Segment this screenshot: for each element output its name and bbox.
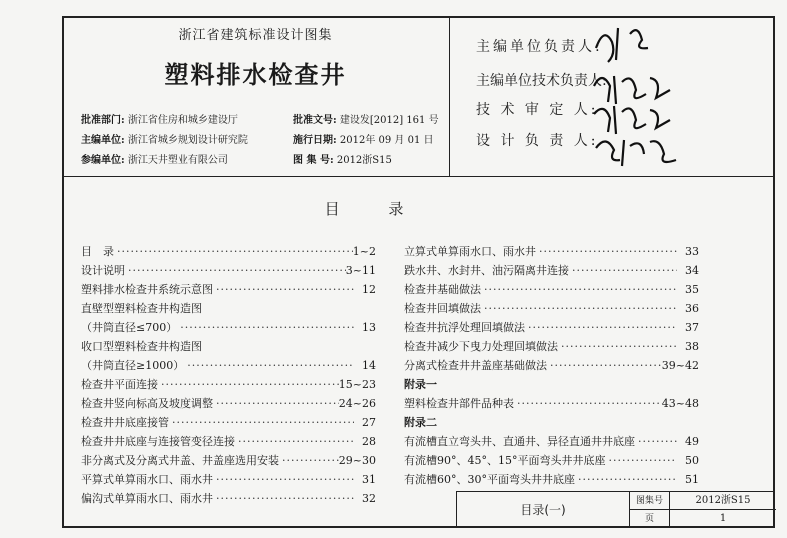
- toc-entry-page: 37: [685, 321, 699, 334]
- toc-entry: [404, 337, 699, 356]
- toc-entry-page: 31: [362, 473, 376, 486]
- toc-entry: [404, 356, 699, 375]
- participant-unit: [81, 151, 228, 166]
- effective-date-value: 2012年 09 月 01 日: [339, 135, 434, 146]
- series-title: 浙江省建筑标准设计图集: [178, 28, 333, 43]
- approval-dept: [81, 111, 238, 126]
- toc-entry: [81, 280, 376, 299]
- toc-entry: [81, 299, 376, 318]
- toc-entry-title: 附录二: [404, 416, 437, 429]
- toc-entry-page: 29~30: [338, 454, 376, 467]
- toc-entry-title: 检查井基础做法: [404, 283, 481, 296]
- toc-entry-title: 检查井井底座接管: [81, 416, 169, 429]
- approval-number: [293, 111, 439, 126]
- toc-entry-title: 塑料排水检查井系统示意图: [81, 283, 213, 296]
- toc-entry: [81, 451, 376, 470]
- toc-entry-title: 有流槽直立弯头井、直通井、异径直通井井底座: [404, 435, 635, 448]
- toc-entry-title: 检查井竖向标高及坡度调整: [81, 397, 213, 410]
- atlas-label: 图集号: [630, 492, 670, 510]
- toc-entry-page: 43~48: [661, 397, 699, 410]
- toc-entry-page: 28: [362, 435, 376, 448]
- toc-entry-page: 39~42: [661, 359, 699, 372]
- toc-entry-page: 35: [685, 283, 699, 296]
- effective-date-label: 施行日期:: [293, 135, 337, 146]
- toc-leader-dots: [177, 318, 354, 337]
- page-label: 页: [630, 510, 670, 528]
- toc-entry-page: 49: [685, 435, 699, 448]
- toc-entry: [81, 375, 376, 394]
- toc-entry-title: 检查井井底座与连接管变径连接: [81, 435, 235, 448]
- toc-entry-title: 平算式单算雨水口、雨水井: [81, 473, 213, 486]
- toc-title: 目 录: [324, 200, 426, 218]
- toc-entry-title: 分离式检查井井盖座基础做法: [404, 359, 547, 372]
- tech-head-row: [476, 70, 607, 90]
- toc-entry-page: 12: [362, 283, 376, 296]
- toc-entry: [404, 280, 699, 299]
- toc-leader-dots: [279, 451, 339, 470]
- toc-entry-title: 立算式单算雨水口、雨水井: [404, 245, 536, 258]
- toc-leader-dots: [213, 280, 354, 299]
- atlas-number-label: 图 集 号:: [293, 155, 334, 166]
- toc-leader-dots: [213, 470, 354, 489]
- toc-leader-dots: [184, 356, 354, 375]
- toc-entry-title: 有流槽60°、30°平面弯头井井底座: [404, 473, 575, 486]
- title-block: [456, 491, 775, 528]
- toc-entry-title: 检查井平面连接: [81, 378, 158, 391]
- toc-entry-title: 塑料检查井部件品种表: [404, 397, 514, 410]
- chief-unit-label: 主编单位:: [81, 135, 125, 146]
- toc-entry-title: 附录一: [404, 378, 437, 391]
- chief-unit-head-row: [476, 36, 603, 56]
- toc-leader-dots: [125, 261, 346, 280]
- toc-leader-dots: [114, 242, 353, 261]
- toc-entry: [404, 413, 699, 432]
- toc-entry: [81, 318, 376, 337]
- atlas-value: 2012浙S15: [670, 492, 776, 510]
- toc-entry-page: 24~26: [338, 397, 376, 410]
- sheet-name: 目录(一): [457, 492, 630, 528]
- effective-date: [293, 131, 434, 146]
- toc-entry-page: 32: [362, 492, 376, 505]
- atlas-number: [293, 151, 392, 166]
- toc-leader-dots: [569, 261, 677, 280]
- approval-number-label: 批准文号:: [293, 115, 337, 126]
- toc-entry: [81, 242, 376, 261]
- toc-entry-title: （井筒直径≥1000）: [81, 359, 185, 372]
- main-title: 塑料排水检查井: [164, 61, 347, 89]
- tech-head-label: 主编单位技术负责人:: [476, 73, 607, 89]
- toc-entry-page: 13: [362, 321, 376, 334]
- toc-entry: [81, 432, 376, 451]
- participant-value: 浙江天井塑业有限公司: [127, 155, 228, 166]
- toc-entry: [81, 356, 376, 375]
- toc-entry-title: 偏沟式单算雨水口、雨水井: [81, 492, 213, 505]
- toc-entry: [404, 470, 699, 489]
- reviewer-label: 技 术 审 定 人:: [476, 102, 599, 118]
- toc-right-column: [404, 242, 699, 489]
- toc-leader-dots: [558, 337, 677, 356]
- toc-entry: [404, 375, 699, 394]
- designer-label: 设 计 负 责 人:: [476, 133, 599, 149]
- designer-row: [476, 130, 599, 150]
- toc-leader-dots: [481, 280, 677, 299]
- toc-leader-dots: [235, 432, 354, 451]
- toc-entry-page: 15~23: [338, 378, 376, 391]
- toc-entry: [81, 337, 376, 356]
- toc-entry-title: （井筒直径≤700）: [81, 321, 178, 334]
- toc-entry-page: 1~2: [352, 245, 376, 258]
- page-value: 1: [719, 513, 727, 524]
- toc-entry-title: 非分离式及分离式井盖、井盖座选用安装: [81, 454, 279, 467]
- toc-entry: [81, 470, 376, 489]
- toc-entry-page: 34: [685, 264, 699, 277]
- approval-dept-value: 浙江省住房和城乡建设厅: [127, 115, 238, 126]
- toc-entry: [81, 489, 376, 508]
- toc-entry-title: 设计说明: [81, 264, 125, 277]
- toc-entry: [404, 261, 699, 280]
- toc-leader-dots: [169, 413, 354, 432]
- toc-entry-title: 检查井减少下曳力处理回填做法: [404, 340, 558, 353]
- toc-entry-title: 直壁型塑料检查井构造图: [81, 302, 202, 315]
- toc-leader-dots: [635, 432, 677, 451]
- header-vertical-divider: [449, 16, 450, 176]
- approval-number-value: 建设发[2012] 161 号: [339, 115, 439, 126]
- toc-left-column: [81, 242, 376, 508]
- toc-entry: [81, 413, 376, 432]
- toc-entry-title: 跌水井、水封井、油污隔离井连接: [404, 264, 569, 277]
- toc-leader-dots: [213, 489, 354, 508]
- toc-leader-dots: [606, 451, 678, 470]
- toc-entry-title: 有流槽90°、45°、15°平面弯头井井底座: [404, 454, 606, 467]
- participant-label: 参编单位:: [81, 155, 125, 166]
- toc-entry: [404, 394, 699, 413]
- toc-entry: [404, 451, 699, 470]
- toc-entry: [81, 261, 376, 280]
- chief-unit-value: 浙江省城乡规划设计研究院: [127, 135, 248, 146]
- toc-entry-page: 50: [685, 454, 699, 467]
- approval-dept-label: 批准部门:: [81, 115, 125, 126]
- toc-leader-dots: [536, 242, 677, 261]
- toc-entry: [404, 299, 699, 318]
- toc-leader-dots: [514, 394, 662, 413]
- header-divider: [62, 176, 775, 177]
- toc-leader-dots: [213, 394, 339, 413]
- toc-entry-title: 目 录: [81, 245, 114, 258]
- toc-entry: [404, 242, 699, 261]
- toc-entry: [81, 394, 376, 413]
- toc-entry-page: 51: [685, 473, 699, 486]
- toc-entry-title: 检查井抗浮处理回填做法: [404, 321, 525, 334]
- toc-entry-page: 3~11: [345, 264, 376, 277]
- toc-entry-page: 27: [362, 416, 376, 429]
- handwritten-signatures: [590, 20, 695, 170]
- toc-leader-dots: [575, 470, 677, 489]
- chief-unit-head-label: 主编单位负责人:: [476, 39, 603, 55]
- toc-entry: [404, 318, 699, 337]
- toc-entry-page: 14: [362, 359, 376, 372]
- toc-entry: [404, 432, 699, 451]
- atlas-number-value: 2012浙S15: [336, 155, 392, 166]
- toc-entry-page: 36: [685, 302, 699, 315]
- toc-entry-page: 33: [685, 245, 699, 258]
- chief-unit: [81, 131, 248, 146]
- toc-entry-title: 检查井回填做法: [404, 302, 481, 315]
- reviewer-row: [476, 99, 599, 119]
- toc-leader-dots: [525, 318, 677, 337]
- toc-leader-dots: [481, 299, 677, 318]
- toc-leader-dots: [547, 356, 662, 375]
- toc-leader-dots: [158, 375, 339, 394]
- toc-entry-page: 38: [685, 340, 699, 353]
- toc-entry-title: 收口型塑料检查井构造图: [81, 340, 202, 353]
